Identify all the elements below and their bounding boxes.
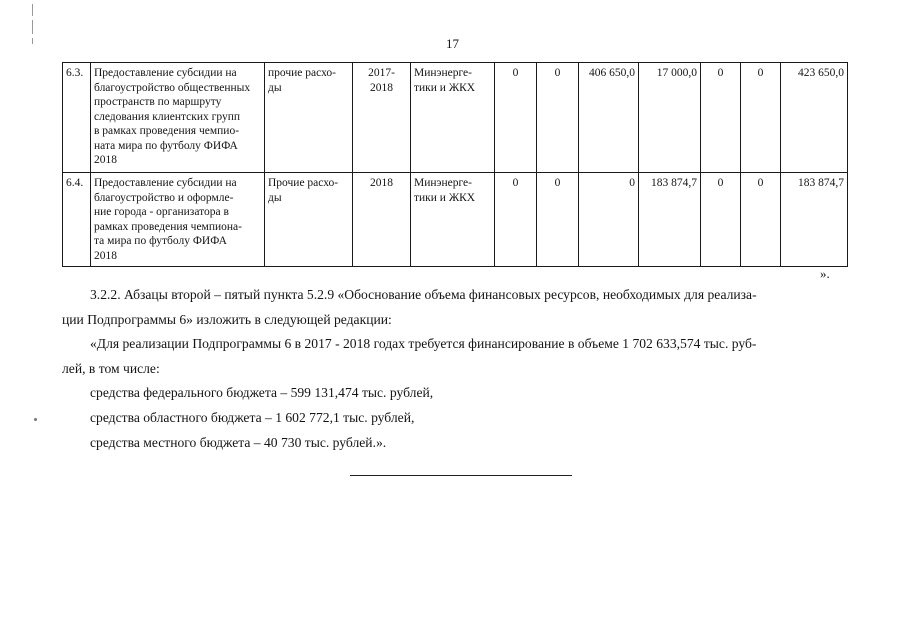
period_lines-line: 2018 xyxy=(370,177,393,189)
table-row xyxy=(63,63,848,173)
amount-cell-6: 0 xyxy=(741,173,781,267)
amount-cell-3: 0 xyxy=(579,173,639,267)
binding-mark xyxy=(32,4,33,16)
amount-cell-4: 17 000,0 xyxy=(639,63,701,173)
period_lines-line: 2017- xyxy=(368,67,395,79)
funding-federal: средства федерального бюджета – 599 131,474 тыс. рублей, xyxy=(90,385,434,400)
name_lines-line: Предоставление субсидии на xyxy=(94,67,237,79)
amount-cell-6: 0 xyxy=(741,63,781,173)
source_lines-line: Прочие расхо- xyxy=(268,177,339,189)
name_lines-line: благоустройство и оформле- xyxy=(94,191,234,204)
funding-local: средства местного бюджета – 40 730 тыс. рублей.». xyxy=(90,435,387,450)
page-number: 17 xyxy=(446,36,459,51)
name_lines-line: ние города - организатора в xyxy=(94,206,229,218)
name_lines-line: ната мира по футболу ФИФА xyxy=(94,139,238,152)
amount-cell-1: 0 xyxy=(495,173,537,267)
amount-cell-5: 0 xyxy=(701,63,741,173)
executor-cell xyxy=(411,173,495,267)
name_lines-line: следования клиентских групп xyxy=(94,110,241,123)
source_lines-line: прочие расхо- xyxy=(268,67,336,79)
binding-mark xyxy=(32,20,33,34)
name_lines-line: рамках проведения чемпиона- xyxy=(94,220,242,233)
name_lines-line: 2018 xyxy=(94,249,117,262)
table-body xyxy=(63,63,848,267)
amount-cell-2: 0 xyxy=(537,63,579,173)
paragraph-amendment-line-1: 3.2.2. Абзацы второй – пятый пункта 5.2.9 «Обоснование объема финансовых ресурсов, необходимых для реализа- xyxy=(90,287,757,302)
source_lines-line: ды xyxy=(268,81,282,94)
row-number-cell: 6.3. xyxy=(63,63,91,173)
period-cell xyxy=(353,173,411,267)
paragraph-funding-line-1: «Для реализации Подпрограммы 6 в 2017 - 2018 годах требуется финансирование в объеме 1 702 633,574 тыс. руб- xyxy=(90,336,757,351)
name_lines-line: Предоставление субсидии на xyxy=(94,177,237,189)
name_lines-line: 2018 xyxy=(94,154,117,166)
name_lines-line: благоустройство общественных xyxy=(94,81,251,94)
funding-regional: средства областного бюджета – 1 602 772,1 тыс. рублей, xyxy=(90,410,415,425)
funding-source-cell xyxy=(265,173,353,267)
total-cell: 423 650,0 xyxy=(781,63,848,173)
source_lines-line: ды xyxy=(268,191,282,204)
table-row xyxy=(63,173,848,267)
measure-name-cell xyxy=(91,173,265,267)
name_lines-line: пространств по маршруту xyxy=(94,96,222,108)
name_lines-line: та мира по футболу ФИФА xyxy=(94,235,227,247)
measure-name-cell xyxy=(91,63,265,173)
funding-source-cell xyxy=(265,63,353,173)
period_lines-line: 2018 xyxy=(370,81,393,94)
row-number-cell: 6.4. xyxy=(63,173,91,267)
amount-cell-2: 0 xyxy=(537,173,579,267)
paragraph-funding-line-2: лей, в том числе: xyxy=(62,361,160,376)
budget-table xyxy=(62,62,848,267)
amount-cell-4: 183 874,7 xyxy=(639,173,701,267)
executor_lines-line: Минэнерге- xyxy=(414,177,472,189)
executor_lines-line: тики и ЖКХ xyxy=(414,81,476,94)
binding-dot xyxy=(34,418,37,421)
closing-quote: ». xyxy=(820,266,830,281)
amount-cell-3: 406 650,0 xyxy=(579,63,639,173)
amount-cell-1: 0 xyxy=(495,63,537,173)
executor-cell xyxy=(411,63,495,173)
executor_lines-line: тики и ЖКХ xyxy=(414,191,476,204)
total-cell: 183 874,7 xyxy=(781,173,848,267)
amount-cell-5: 0 xyxy=(701,173,741,267)
paragraph-amendment-line-2: ции Подпрограммы 6» изложить в следующей редакции: xyxy=(62,312,392,327)
executor_lines-line: Минэнерге- xyxy=(414,67,472,79)
name_lines-line: в рамках проведения чемпио- xyxy=(94,125,240,137)
period-cell xyxy=(353,63,411,173)
closing-rule xyxy=(350,475,572,476)
